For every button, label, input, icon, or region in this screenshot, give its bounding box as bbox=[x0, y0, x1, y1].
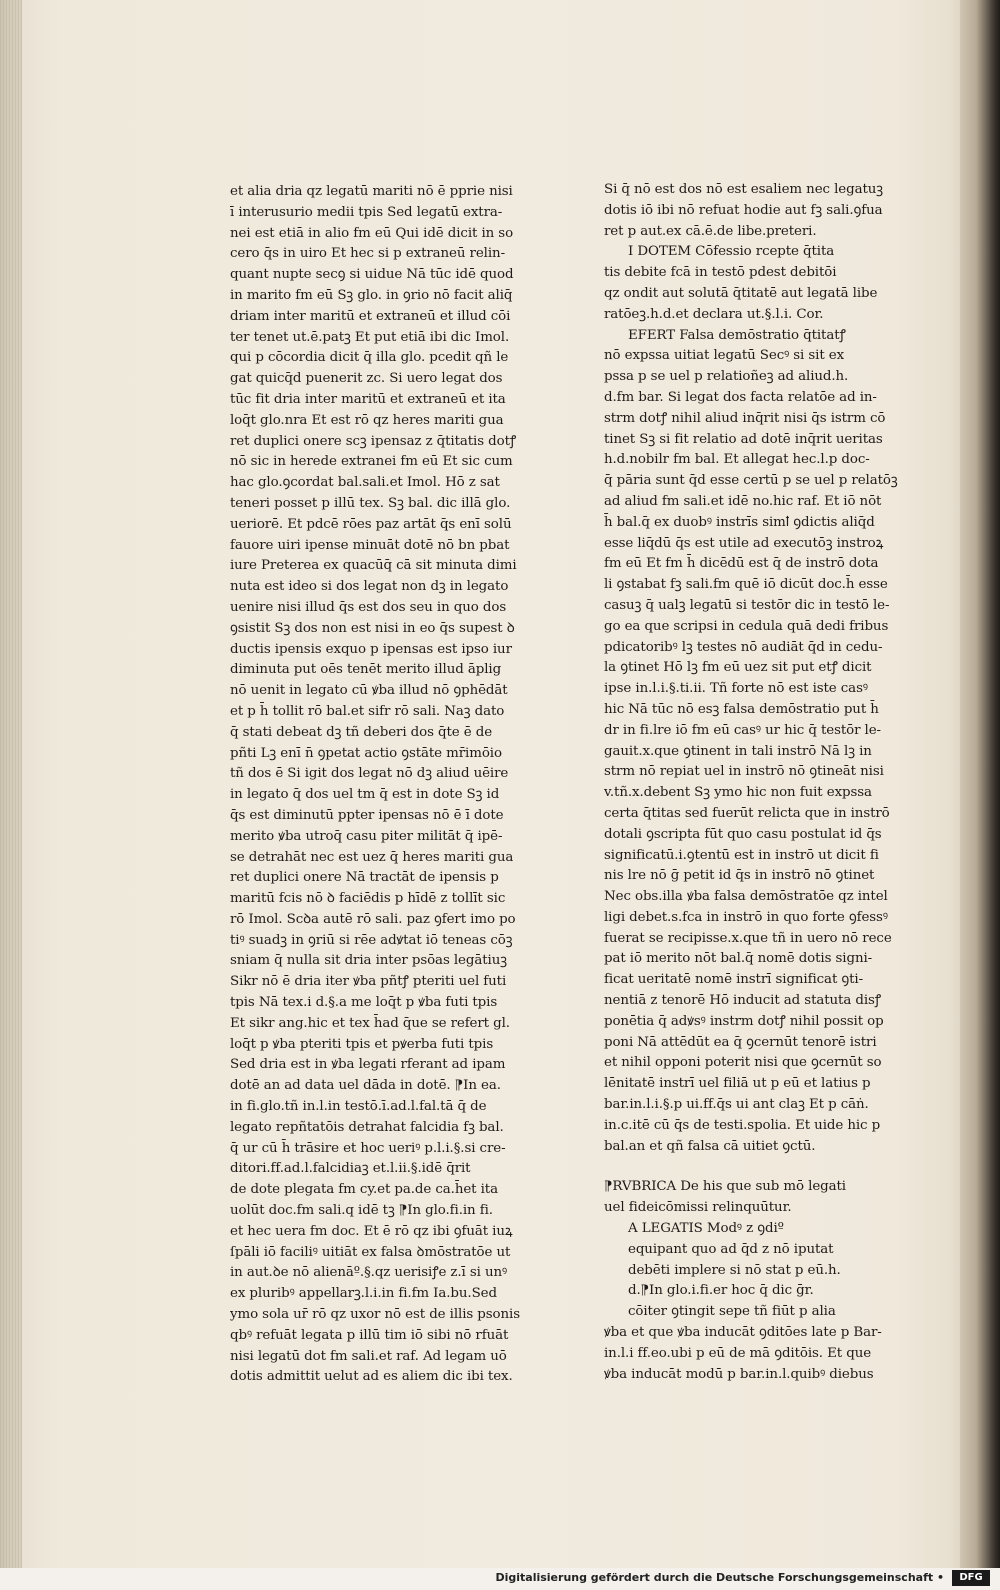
dfg-logo: DFG bbox=[952, 1570, 990, 1586]
text-line: legato repñtatōis detrahat falcidia fꝫ bal. bbox=[230, 1119, 504, 1135]
footer-bar bbox=[0, 1568, 1000, 1590]
text-line: go ea que scripsi in cedula quā dedi fribus bbox=[604, 618, 889, 634]
text-line: hac glo.ꝯcordat bal.sali.et Imol. Hō z sat bbox=[230, 475, 500, 491]
text-line: loq̄t p ꝟba pteriti tpis et pꝟerba futi tpis bbox=[230, 1036, 494, 1052]
text-line: et hec uera fm doc. Et ē rō qz ibi ꝯfuāt iuꝝ bbox=[230, 1223, 513, 1239]
text-line: et p h̄ tollit rō bal.et sifr rō sali. Naꝫ dato bbox=[230, 703, 505, 719]
text-line: uel fideicōmissi relinquūtur. bbox=[604, 1200, 792, 1216]
text-line: fm eū Et fm h̄ dicēdū est q̄ de instrō dota bbox=[604, 556, 879, 572]
text-line: in.l.i ff.eo.ubi p eū de mā ꝯditōis. Et que bbox=[604, 1345, 872, 1361]
text-line: nō expssa uitiat legatū Secꝰ si sit ex bbox=[604, 348, 845, 364]
text-line: in fi.glo.tñ in.l.in testō.ī.ad.l.fal.tā q̄ de bbox=[230, 1099, 487, 1115]
text-line: ⁋RVBRICA De his que sub mō legati bbox=[604, 1179, 846, 1195]
text-line: ad aliud fm sali.et idē no.hic raf. Et iō nōt bbox=[604, 493, 882, 509]
text-line: nisi legatū dot fm sali.et raf. Ad legam uō bbox=[230, 1348, 507, 1364]
text-line: ꝟba et que ꝟba inducāt ꝯditōes late p Bar- bbox=[604, 1325, 882, 1341]
text-line: I DOTEM Cōfessio rcepte q̄tita bbox=[628, 244, 835, 260]
text-line: ex pluribꝰ appellarꝫ.l.i.in fi.fm Ia.bu.Sed bbox=[230, 1286, 497, 1302]
text-line: cōiter ꝯtingit sepe tñ fiūt p alia bbox=[628, 1304, 836, 1320]
text-line: ponētia q̄ adꝟsꝰ instrm dotꝭ nihil possit op bbox=[604, 1013, 884, 1029]
text-line: quant nupte secꝯ si uidue Nā tūc idē quod bbox=[230, 267, 514, 283]
text-line: ret duplici onere scꝫ ipensaz z q̄titatis dotꝭ bbox=[230, 433, 517, 449]
text-line: casuꝫ q̄ ualꝫ legatū si testōr dic in testō le- bbox=[604, 597, 890, 613]
text-line: et nihil opponi poterit nisi que ꝯcernūt so bbox=[604, 1055, 882, 1071]
text-line: h.d.nobilr fm bal. Et allegat hec.l.p doc- bbox=[604, 452, 870, 468]
text-line: in marito fm eū Sꝫ glo. in ꝯrio nō facit aliq̄ bbox=[230, 287, 513, 303]
text-line: A LEGATIS Modꝰ z ꝯdiº bbox=[628, 1221, 784, 1237]
text-line: equipant quo ad q̄d z nō iputat bbox=[628, 1241, 834, 1257]
text-line: dotis iō ibi nō refuat hodie aut fꝫ sali.ꝯfua bbox=[604, 202, 883, 218]
text-line: tinet Sꝫ si fit relatio ad dotē inq̄rit ueritas bbox=[604, 431, 883, 447]
text-line: EFERT Falsa demōstratio q̄titatꝭ bbox=[628, 327, 846, 343]
text-line: Sed dria est in ꝟba legati rferant ad ipam bbox=[230, 1057, 506, 1073]
text-line: bal.an et qñ falsa cā uitiet ꝯctū. bbox=[604, 1138, 816, 1154]
text-line: lēnitatē instrī uel filiā ut p eū et latius p bbox=[604, 1076, 871, 1092]
text-line: q̄ pāria sunt q̄d esse certū p se uel p relatōꝫ bbox=[604, 473, 898, 489]
text-line: bar.in.l.i.§.p ui.ff.q̄s ui ant claꝫ Et p cāṅ. bbox=[604, 1097, 869, 1113]
text-line: iure Preterea ex quacūq̄ cā sit minuta dimi bbox=[230, 558, 517, 574]
text-line: in legato q̄ dos uel tm q̄ est in dote Sꝫ id bbox=[230, 787, 500, 803]
text-line: esse liq̄dū q̄s est utile ad executōꝫ instroꝝ bbox=[604, 535, 884, 551]
text-line: d.fm bar. Si legat dos facta relatōe ad in- bbox=[604, 389, 877, 405]
text-line: ligi debet.s.fca in instrō in quo forte ꝯfessꝰ bbox=[604, 909, 888, 925]
text-line: ratōeꝫ.h.d.et declara ut.§.l.i. Cor. bbox=[604, 306, 824, 322]
text-line: li ꝯstabat fꝫ sali.fm quē iō dicūt doc.h̄ esse bbox=[604, 577, 888, 593]
text-line: tiꝰ suadꝫ in ꝯriū si rēe adꝟtat iō teneas cōꝫ bbox=[230, 932, 513, 948]
text-line: ret p aut.ex cā.ē.de libe.preteri. bbox=[604, 223, 817, 239]
text-line: qbꝰ refuāt legata p illū tim iō sibi nō rfuāt bbox=[230, 1327, 509, 1343]
text-line: debēti implere si nō stat p eū.h. bbox=[628, 1262, 841, 1278]
text-line: strm dotꝭ nihil aliud inq̄rit nisi q̄s istrm cō bbox=[604, 410, 886, 426]
text-line: q̄ stati debeat dꝫ tñ deberi dos q̄te ē de bbox=[230, 724, 493, 740]
text-line: significatū.i.ꝯtentū est in instrō ut dicit fi bbox=[604, 847, 879, 863]
text-line: ī interusurio medii tpis Sed legatū extra- bbox=[230, 204, 503, 220]
text-line: diminuta put oēs tenēt merito illud āplig bbox=[230, 662, 502, 678]
left-text-column bbox=[230, 182, 530, 1388]
text-line: pñti Lꝫ enī n̄ ꝯpetat actio ꝯstāte mr̄imōio bbox=[230, 745, 502, 761]
text-line: gauit.x.que ꝯtinent in tali instrō Nā lꝫ in bbox=[604, 743, 872, 759]
text-line: pat iō merito nōt bal.q̄ nomē dotis signi- bbox=[604, 951, 873, 967]
text-line: Nec obs.illa ꝟba falsa demōstratōe qz intel bbox=[604, 889, 888, 905]
text-line: maritū fcis nō ꝺ faciēdis p hīdē z tollīt sic bbox=[230, 891, 506, 907]
text-line: hic Nā tūc nō esꝫ falsa demōstratio put h̄ bbox=[604, 701, 879, 717]
text-line: ſpāli iō faciliꝰ uitiāt ex falsa ꝺmōstratōe ut bbox=[230, 1244, 511, 1260]
text-line: dr in fi.lre iō fm eū casꝰ ur hic q̄ testōr le- bbox=[604, 722, 881, 738]
text-line: ꝟba inducāt modū p bar.in.l.quibꝰ diebus bbox=[604, 1366, 874, 1382]
text-line: fauore uiri ipense minuāt dotē nō bn pbat bbox=[230, 537, 510, 553]
text-line: driam inter maritū et extraneū et illud cōi bbox=[230, 308, 511, 324]
right-text-column bbox=[604, 180, 904, 1385]
text-line: nō uenit in legato cū ꝟba illud nō ꝯphēdāt bbox=[230, 683, 508, 699]
text-line: certa q̄titas sed fuerūt relicta que in instrō bbox=[604, 805, 890, 821]
text-line: q̄ ur cū h̄ trāsire et hoc ueriꝰ p.l.i.§.si cre- bbox=[230, 1140, 506, 1156]
text-line: poni Nā attēdūt ea q̄ ꝯcernūt tenorē istri bbox=[604, 1034, 877, 1050]
text-line: ter tenet ut.ē.patꝫ Et put etiā ibi dic Imol. bbox=[230, 329, 510, 345]
text-line: merito ꝟba utroq̄ casu piter militāt q̄ ipē- bbox=[230, 828, 503, 844]
text-line: et alia dria qz legatū mariti nō ē pprie nisi bbox=[230, 184, 513, 199]
footer-credit: Digitalisierung gefördert durch die Deutsche Forschungsgemeinschaft • bbox=[495, 1571, 944, 1584]
text-line: nentiā z tenorē Hō inducit ad statuta disꝭ bbox=[604, 993, 882, 1009]
text-line: la ꝯtinet Hō lꝫ fm eū uez sit put etꝭ dicit bbox=[604, 660, 872, 676]
text-line: ditori.ff.ad.l.falcidiaꝫ et.l.ii.§.idē q̄rit bbox=[230, 1161, 471, 1177]
text-line: in aut.ꝺe nō alienāº.§.qz uerisiꝭe z.ī si unꝰ bbox=[230, 1265, 508, 1281]
text-line: uolūt doc.fm sali.q idē tꝫ ⁋In glo.fi.in fi. bbox=[230, 1203, 493, 1219]
text-line: pssa p se uel p relatioñeꝫ ad aliud.h. bbox=[604, 369, 849, 385]
text-line: rō Imol. Scꝺa autē rō sali. paz ꝯfert imo po bbox=[230, 911, 516, 927]
text-line: de dote plegata fm cy.et pa.de ca.h̄et ita bbox=[230, 1182, 498, 1198]
text-line: dotē an ad data uel dāda in dotē. ⁋In ea. bbox=[230, 1078, 501, 1094]
text-line: loq̄t glo.nra Et est rō qz heres mariti gua bbox=[230, 412, 504, 428]
page-gutter bbox=[0, 0, 22, 1590]
text-line: tis debite fcā in testō pdest debitōi bbox=[604, 265, 837, 281]
text-line: nuta est ideo si dos legat non dꝫ in legato bbox=[230, 579, 509, 595]
text-line: gat quicq̄d puenerit zc. Si uero legat dos bbox=[230, 371, 503, 387]
text-line: ductis ipensis exquo p ipensas est ipso iur bbox=[230, 641, 512, 657]
text-line: in.c.itē cū q̄s de testi.spolia. Et uide hic p bbox=[604, 1117, 881, 1133]
text-line: ipse in.l.i.§.ti.ii. Tñ forte nō est iste casꝰ bbox=[604, 681, 868, 697]
text-line: qz ondit aut solutā q̄titatē aut legatā libe bbox=[604, 285, 878, 301]
text-line: ueriorē. Et pdcē rōes paz artāt q̄s enī solū bbox=[230, 516, 512, 532]
text-line: ymo sola ur̄ rō qz uxor nō est de illis psonis bbox=[230, 1307, 520, 1323]
text-line: nō sic in herede extranei fm eū Et sic cum bbox=[230, 454, 513, 470]
text-line: tūc fit dria inter maritū et extraneū et ita bbox=[230, 391, 506, 407]
text-line: uenire nisi illud q̄s est dos seu in quo dos bbox=[230, 599, 507, 615]
text-line: v.tñ.x.debent Sꝫ ymo hic non fuit expssa bbox=[604, 785, 872, 801]
text-line: tñ dos ē Si igit dos legat nō dꝫ aliud uēire bbox=[230, 766, 509, 782]
text-line: qui p cōcordia dicit q̄ illa glo. pcedit qñ le bbox=[230, 350, 509, 366]
page-edge-stack bbox=[960, 0, 1000, 1590]
text-line: fuerat se recipisse.x.que tñ in uero nō rece bbox=[604, 930, 892, 946]
section-gap bbox=[604, 1157, 904, 1177]
text-line: tpis Nā tex.i d.§.a me loq̄t p ꝟba futi tpis bbox=[230, 995, 498, 1011]
text-line: Sikr nō ē dria iter ꝟba pñtꝭ pteriti uel futi bbox=[230, 974, 507, 990]
text-line: Si q̄ nō est dos nō est esaliem nec legatuꝫ bbox=[604, 182, 883, 197]
text-line: strm nō repiat uel in instrō nō ꝯtineāt nisi bbox=[604, 764, 884, 780]
text-line: dotis admittit uelut ad es aliem dic ibi tex. bbox=[230, 1369, 513, 1385]
text-line: d.⁋In glo.i.fi.er hoc q̄ dic ḡr. bbox=[628, 1283, 814, 1299]
text-line: h̄ bal.q̄ ex duobꝰ instrīs simꝉ ꝯdictis aliq̄d bbox=[604, 514, 875, 530]
text-line: ficat ueritatē nomē instrī significat ꝯti- bbox=[604, 972, 864, 988]
text-line: Et sikr ang.hic et tex h̄ad q̄ue se refert gl. bbox=[230, 1015, 510, 1031]
text-line: cero q̄s in uiro Et hec si p extraneū relin- bbox=[230, 246, 506, 262]
text-line: nei est etiā in alio fm eū Qui idē dicit in so bbox=[230, 225, 514, 241]
text-line: ꝯsistit Sꝫ dos non est nisi in eo q̄s supest ꝺ bbox=[230, 620, 515, 636]
text-line: se detrahāt nec est uez q̄ heres mariti gua bbox=[230, 849, 514, 865]
text-line: ret duplici onere Nā tractāt de ipensis p bbox=[230, 870, 499, 886]
text-line: nis lre nō ḡ petit id q̄s in instrō nō ꝯtinet bbox=[604, 868, 875, 884]
text-line: dotali ꝯscripta fūt quo casu postulat id q̄s bbox=[604, 826, 882, 842]
text-line: sniam q̄ nulla sit dria inter psōas legātiuꝫ bbox=[230, 953, 507, 969]
text-line: teneri posset p illū tex. Sꝫ bal. dic illā glo. bbox=[230, 495, 511, 511]
text-line: pdicatoribꝰ lꝫ testes nō audiāt q̄d in cedu- bbox=[604, 639, 883, 655]
text-line: q̄s est diminutū ppter ipensas nō ē ī dote bbox=[230, 807, 504, 823]
